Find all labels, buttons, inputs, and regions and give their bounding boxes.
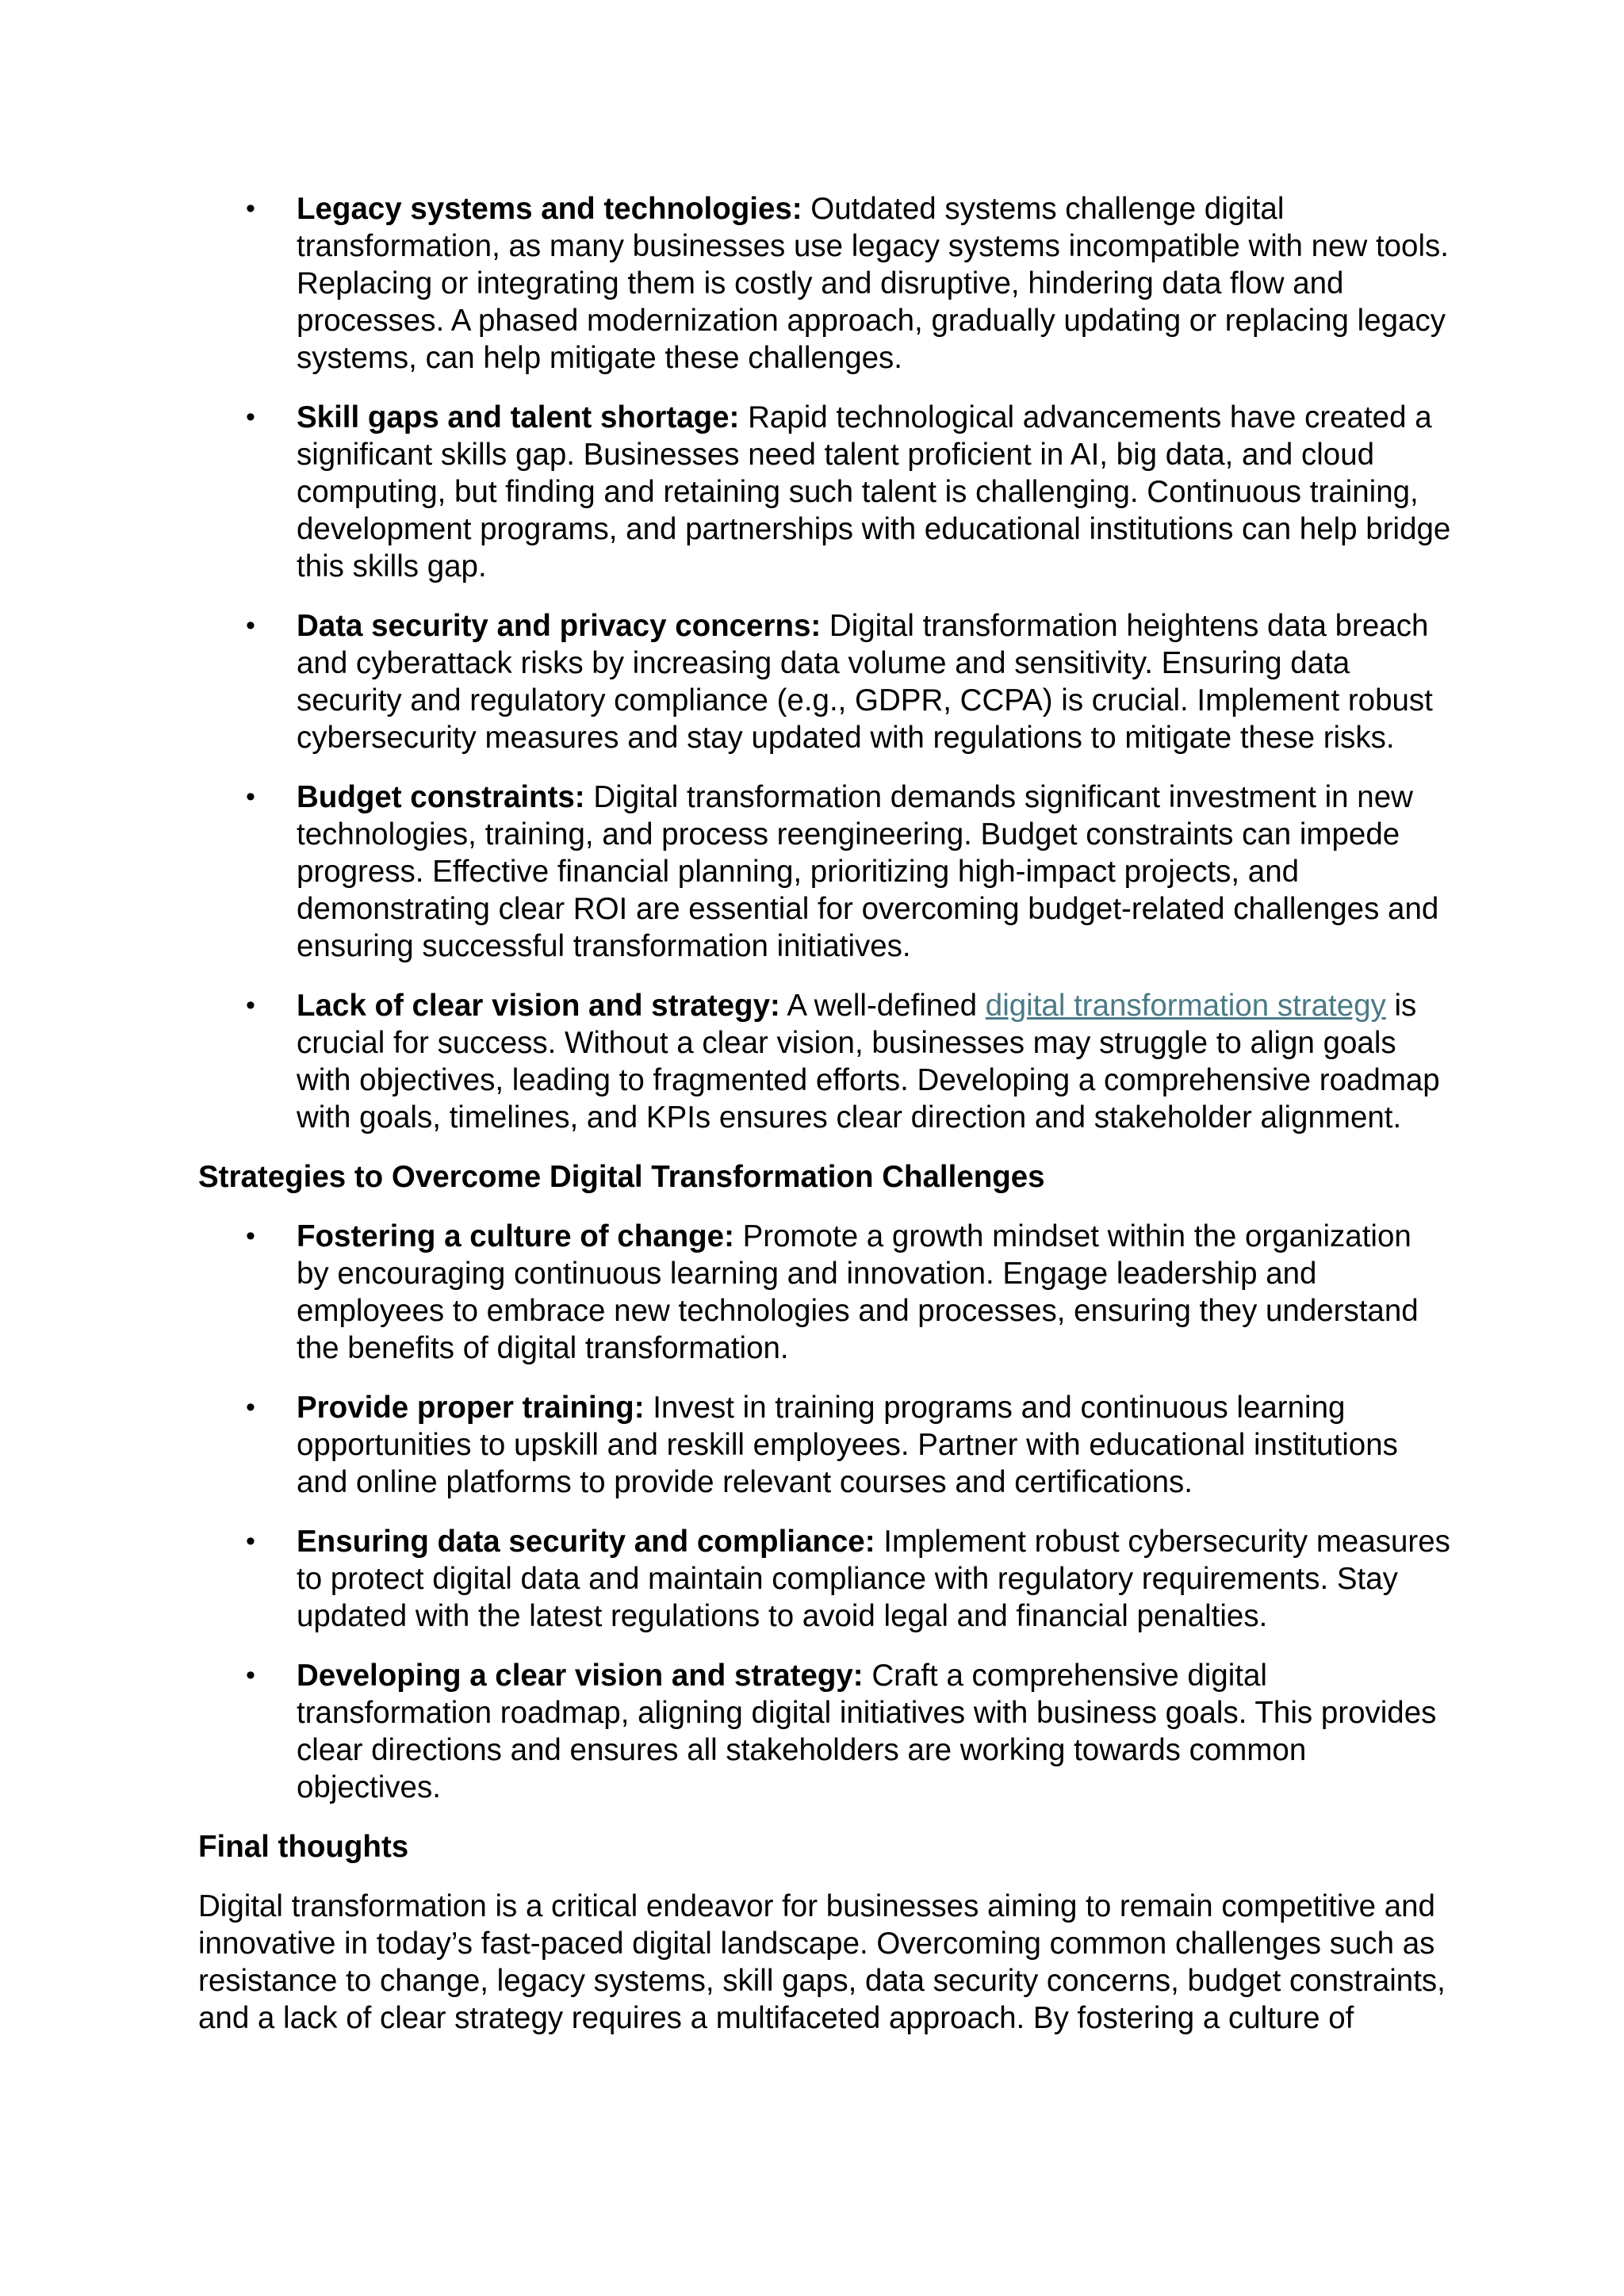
strategies-heading: Strategies to Overcome Digital Transformation Challenges [198, 1160, 1045, 1194]
document-page [198, 190, 1451, 2037]
list-item-clear-vision [198, 987, 1451, 1136]
list-item-text: Implement robust cybersecurity measures to protect digital data and maintain compliance with regulatory requirements. Stay updated with the latest regulations to avoid legal and financial penalties. [297, 1525, 1450, 1633]
list-item-legacy-systems [198, 190, 1451, 377]
bullet-icon: • [246, 402, 255, 432]
list-item-term: Legacy systems and technologies: [297, 192, 802, 226]
bullet-icon: • [246, 193, 255, 224]
bullet-icon: • [246, 1526, 255, 1556]
list-item-culture-of-change [198, 1218, 1451, 1367]
list-item-term: Data security and privacy concerns: [297, 609, 822, 643]
list-item-data-security-compliance [198, 1523, 1451, 1635]
list-item-text: Outdated systems challenge digital transformation, as many businesses use legacy systems incompatible with new tools. Replacing or integrating them is costly and disruptive, hindering data flow and processes. A phased modernization approach, gradually updating or replacing legacy systems, can help mitigate these challenges. [297, 192, 1449, 375]
bullet-icon: • [246, 990, 255, 1020]
list-item-data-security [198, 607, 1451, 756]
final-thoughts-heading: Final thoughts [198, 1830, 409, 1864]
list-item-vision-strategy [198, 1657, 1451, 1806]
list-item-text: Promote a growth mindset within the organization by encouraging continuous learning and innovation. Engage leadership and employees to embrace new technologies and processes, ensuring they understand the benefits of digital transformation. [297, 1219, 1419, 1365]
list-item-text: Digital transformation demands significant investment in new technologies, training, and process reengineering. Budget constraints can impede progress. Effective financial planning, prioritizing high-impact projects, and demonstrating clear ROI are essential for overcoming budget-related challenges and ensuring successful transformation initiatives. [297, 780, 1439, 963]
list-item-term: Provide proper training: [297, 1391, 645, 1425]
list-item-text: Rapid technological advancements have created a significant skills gap. Businesses need talent proficient in AI, big data, and cloud computing, but finding and retaining such talent is challenging. Continuous training, development programs, and partnerships with educational institutions can help bridge this skills gap. [297, 400, 1451, 584]
list-item-proper-training [198, 1389, 1451, 1501]
list-item-term: Skill gaps and talent shortage: [297, 400, 740, 434]
list-item-text: Invest in training programs and continuous learning opportunities to upskill and reskill employees. Partner with educational institutions and online platforms to provide relevant courses and certifications. [297, 1391, 1398, 1499]
list-item-term: Budget constraints: [297, 780, 585, 814]
bullet-icon: • [246, 1221, 255, 1251]
list-item-budget-constraints [198, 779, 1451, 965]
bullet-icon: • [246, 610, 255, 641]
final-thoughts-paragraph: Digital transformation is a critical endeavor for businesses aiming to remain competitive and innovative in today’s fast-paced digital landscape. Overcoming common challenges such as resistance to change, legacy systems, skill gaps, data security concerns, budget constraints, and a lack of clear strategy requires a multifaceted approach. By fostering a culture of [198, 1889, 1446, 2035]
list-item-term: Fostering a culture of change: [297, 1219, 734, 1253]
list-item-term: Developing a clear vision and strategy: [297, 1659, 864, 1693]
challenges-list [198, 190, 1451, 1136]
bullet-icon: • [246, 1392, 255, 1422]
list-item-term: Lack of clear vision and strategy: [297, 989, 780, 1023]
list-item-text: A well-defined [779, 989, 986, 1023]
bullet-icon: • [246, 782, 255, 812]
bullet-icon: • [246, 1660, 255, 1690]
list-item-term: Ensuring data security and compliance: [297, 1525, 875, 1559]
list-item-text: Digital transformation heightens data breach and cyberattack risks by increasing data volume and sensitivity. Ensuring data security and regulatory compliance (e.g., GDPR, CCPA) is crucial. Implement robust cybersecurity measures and stay updated with regulations to mitigate these risks. [297, 609, 1433, 755]
digital-transformation-strategy-link[interactable]: digital transformation strategy [985, 989, 1386, 1023]
list-item-text: is crucial for success. Without a clear vision, businesses may struggle to align goals with objectives, leading to fragmented efforts. Developing a comprehensive roadmap with goals, timelines, and KPIs ensures clear direction and stakeholder alignment. [297, 989, 1440, 1135]
strategies-list [198, 1218, 1451, 1806]
list-item-text: Craft a comprehensive digital transformation roadmap, aligning digital initiatives with business goals. This provides clear directions and ensures all stakeholders are working towards common objectives. [297, 1659, 1437, 1804]
list-item-skill-gaps [198, 399, 1451, 585]
